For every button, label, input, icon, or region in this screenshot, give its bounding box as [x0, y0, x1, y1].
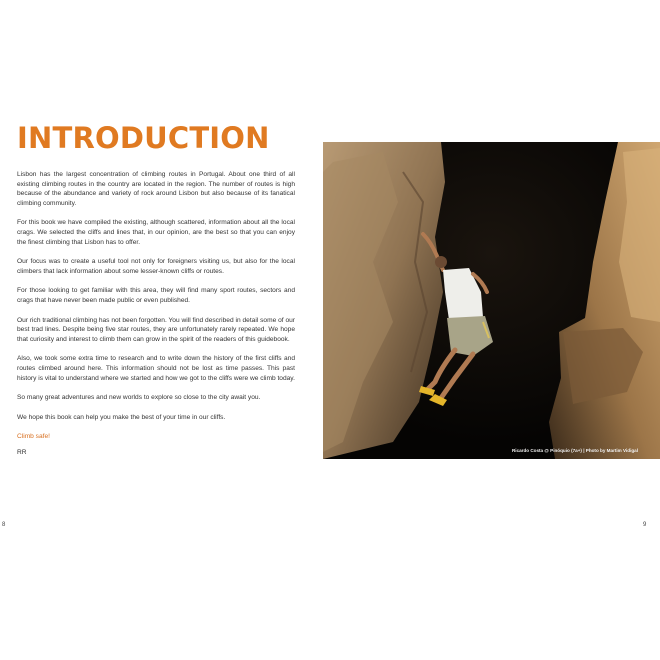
- photo-caption: Ricardo Costa @ Pinóquio (7a+) | Photo by Martim Vidigal: [511, 448, 638, 453]
- paragraph: Our focus was to create a useful tool not only for foreigners visiting us, but also for the local climbers that lack information about some lesser-known cliffs or routes.: [17, 258, 295, 275]
- paragraph: So many great adventures and new worlds to explore so close to the city await you.: [17, 394, 261, 402]
- paragraph: For those looking to get familiar with this area, they will find many sport routes, sectors and crags that have never been made public or even published.: [17, 287, 295, 304]
- paragraph: Our rich traditional climbing has not been forgotten. You will find described in detail some of our best trad lines. Despite being five star routes, they are unfortunately rarely repeated. We hope that curiosity and interest to climb them can grow in the spirit of the readers of this guidebook.: [17, 316, 295, 343]
- climbing-photo: [323, 142, 660, 459]
- climber-illustration: [323, 142, 660, 459]
- closing-line: Climb safe!: [17, 433, 50, 441]
- intro-text: [17, 170, 295, 463]
- page-number-right: 9: [643, 522, 647, 528]
- signature: RR: [17, 448, 27, 456]
- page-number-left: 8: [2, 522, 6, 528]
- paragraph: Lisbon has the largest concentration of climbing routes in Portugal. About one third of all existing climbing routes in the country are located in the region. The number of routes is high because of the abundance and variety of rock around Lisbon but also because of its fanatical climbing community.: [17, 171, 295, 207]
- paragraph: We hope this book can help you make the best of your time in our cliffs.: [17, 413, 226, 421]
- paragraph: For this book we have compiled the existing, although scattered, information about all the local crags. We selected the cliffs and lines that, in our opinion, are the best so that you can enjoy the finest climbing that Lisbon has to offer.: [17, 219, 295, 246]
- page-title: INTRODUCTION: [17, 121, 270, 155]
- paragraph: Also, we took some extra time to research and to write down the history of the first cliffs and routes climbed around here. This information should not be lost as time passes. This past history is vital to understand where we started and how we got to the cliffs were we climb today.: [17, 355, 295, 382]
